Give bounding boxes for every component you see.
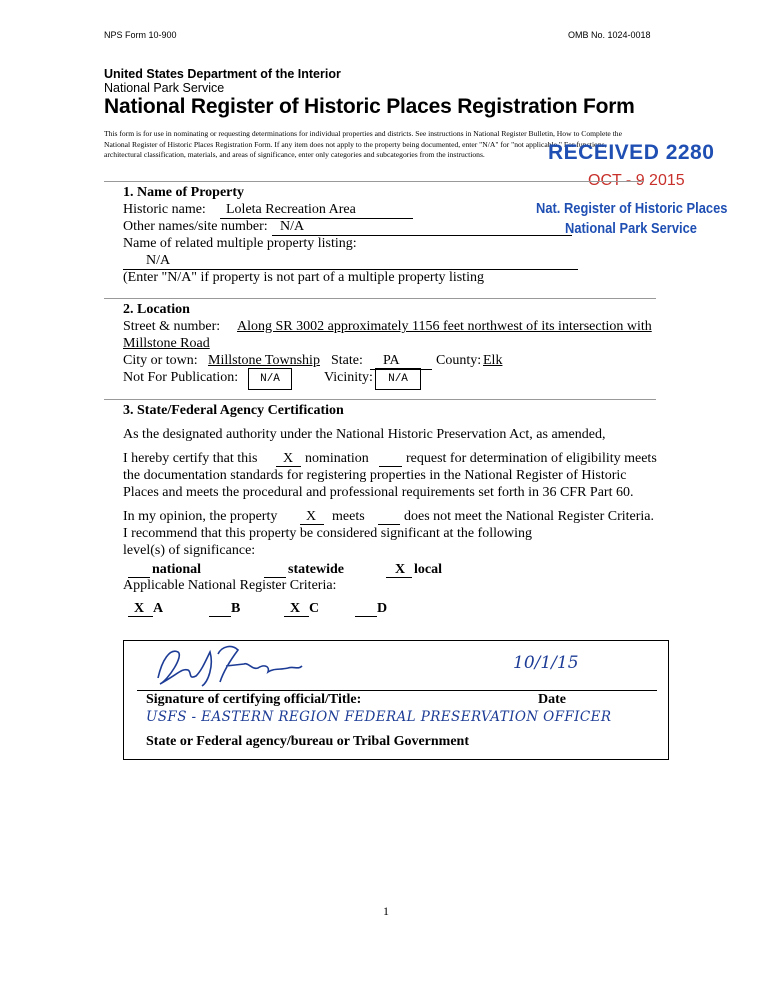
criteria-label: Applicable National Register Criteria: <box>123 578 337 593</box>
opinion-text: In my opinion, the property <box>123 509 278 524</box>
agency-name: National Park Service <box>104 81 225 95</box>
determination-label: request for determination of eligibility meets <box>406 451 657 466</box>
related-listing-label: Name of related multiple property listing: <box>123 236 357 251</box>
meets-label: meets <box>332 509 365 524</box>
authority-text: As the designated authority under the National Historic Preservation Act, as amended, <box>123 427 606 442</box>
street-value[interactable]: Along SR 3002 approximately 1156 feet northwest of its intersection with <box>237 319 652 334</box>
county-label: County: <box>436 353 482 368</box>
does-not-meet-blank[interactable] <box>378 524 400 525</box>
criterion-d-blank[interactable] <box>355 616 377 617</box>
signature-line <box>137 690 657 691</box>
section-divider <box>104 181 644 182</box>
nomination-checkmark[interactable]: X <box>283 451 294 466</box>
publication-label: Not For Publication: <box>123 370 239 385</box>
national-label: national <box>152 562 202 577</box>
street-value-continued[interactable]: Millstone Road <box>123 336 210 351</box>
historic-name-value[interactable]: Loleta Recreation Area <box>226 202 356 217</box>
section-3-heading: 3. State/Federal Agency Certification <box>123 403 344 418</box>
determination-blank[interactable] <box>379 466 402 467</box>
certify-text-line2: the documentation standards for registering properties in the National Register of Historic <box>123 468 627 483</box>
section-divider <box>104 399 656 400</box>
signature-label: Signature of certifying official/Title: <box>146 692 362 707</box>
county-value[interactable]: Elk <box>483 353 503 368</box>
handwritten-date: 10/1/15 <box>513 653 579 673</box>
state-label: State: <box>331 353 363 368</box>
instructions-text: This form is for use in nominating or requesting determinations for individual properties and districts. See instructions in National Register Bulletin, How to Complete the National Register of Historic Places Registration Form. If any item does not apply to the property being documented, enter "N/A" for "not applicable." For functions, architectural classification, materials, and areas of significance, enter only categories and subcategories from the instructions. <box>104 129 622 159</box>
criterion-a-label: A <box>153 601 164 616</box>
related-listing-value[interactable]: N/A <box>146 253 171 268</box>
criterion-c-checkmark[interactable]: X <box>290 601 301 616</box>
related-listing-note: (Enter "N/A" if property is not part of a multiple property listing <box>123 270 484 285</box>
date-label: Date <box>538 692 566 707</box>
received-stamp: RECEIVED 2280 <box>548 141 715 164</box>
levels-text: level(s) of significance: <box>123 543 256 558</box>
signature-image <box>148 640 348 690</box>
vicinity-label: Vicinity: <box>324 370 373 385</box>
publication-field[interactable]: N/A <box>248 368 292 390</box>
agency-label: State or Federal agency/bureau or Tribal Government <box>146 734 470 749</box>
criterion-b-blank[interactable] <box>209 616 231 617</box>
other-names-value[interactable]: N/A <box>280 219 305 234</box>
state-value[interactable]: PA <box>383 353 400 368</box>
vicinity-field[interactable]: N/A <box>375 368 421 390</box>
certify-text-line3: Places and meets the procedural and professional requirements set forth in 36 CFR Part 60. <box>123 485 634 500</box>
section-1-heading: 1. Name of Property <box>123 185 245 200</box>
local-label: local <box>414 562 442 577</box>
register-stamp-line2: National Park Service <box>565 220 697 237</box>
page-number: 1 <box>383 904 389 918</box>
section-2-heading: 2. Location <box>123 302 190 317</box>
certify-text: I hereby certify that this <box>123 451 258 466</box>
city-label: City or town: <box>123 353 198 368</box>
department-name: United States Department of the Interior <box>104 67 341 81</box>
omb-number: OMB No. 1024-0018 <box>568 30 651 40</box>
does-not-meet-label: does not meet the National Register Criteria. <box>404 509 654 524</box>
street-label: Street & number: <box>123 319 221 334</box>
statewide-label: statewide <box>288 562 344 577</box>
criterion-d-label: D <box>377 601 388 616</box>
city-value[interactable]: Millstone Township <box>208 353 320 368</box>
criterion-a-checkmark[interactable]: X <box>134 601 145 616</box>
local-checkmark[interactable]: X <box>395 562 406 577</box>
other-names-label: Other names/site number: <box>123 219 268 234</box>
criterion-c-label: C <box>309 601 320 616</box>
criterion-b-label: B <box>231 601 241 616</box>
meets-checkmark[interactable]: X <box>306 509 317 524</box>
register-stamp-line1: Nat. Register of Historic Places <box>536 200 728 217</box>
recommend-text: I recommend that this property be considered significant at the following <box>123 526 532 541</box>
form-number: NPS Form 10-900 <box>104 30 177 40</box>
handwritten-agency: USFS - EASTERN REGION FEDERAL PRESERVATION OFFICER <box>146 709 612 725</box>
section-divider <box>104 298 656 299</box>
received-date-stamp: OCT - 9 2015 <box>588 172 685 189</box>
nomination-label: nomination <box>305 451 369 466</box>
page-title: National Register of Historic Places Registration Form <box>104 95 635 118</box>
historic-name-label: Historic name: <box>123 202 206 217</box>
